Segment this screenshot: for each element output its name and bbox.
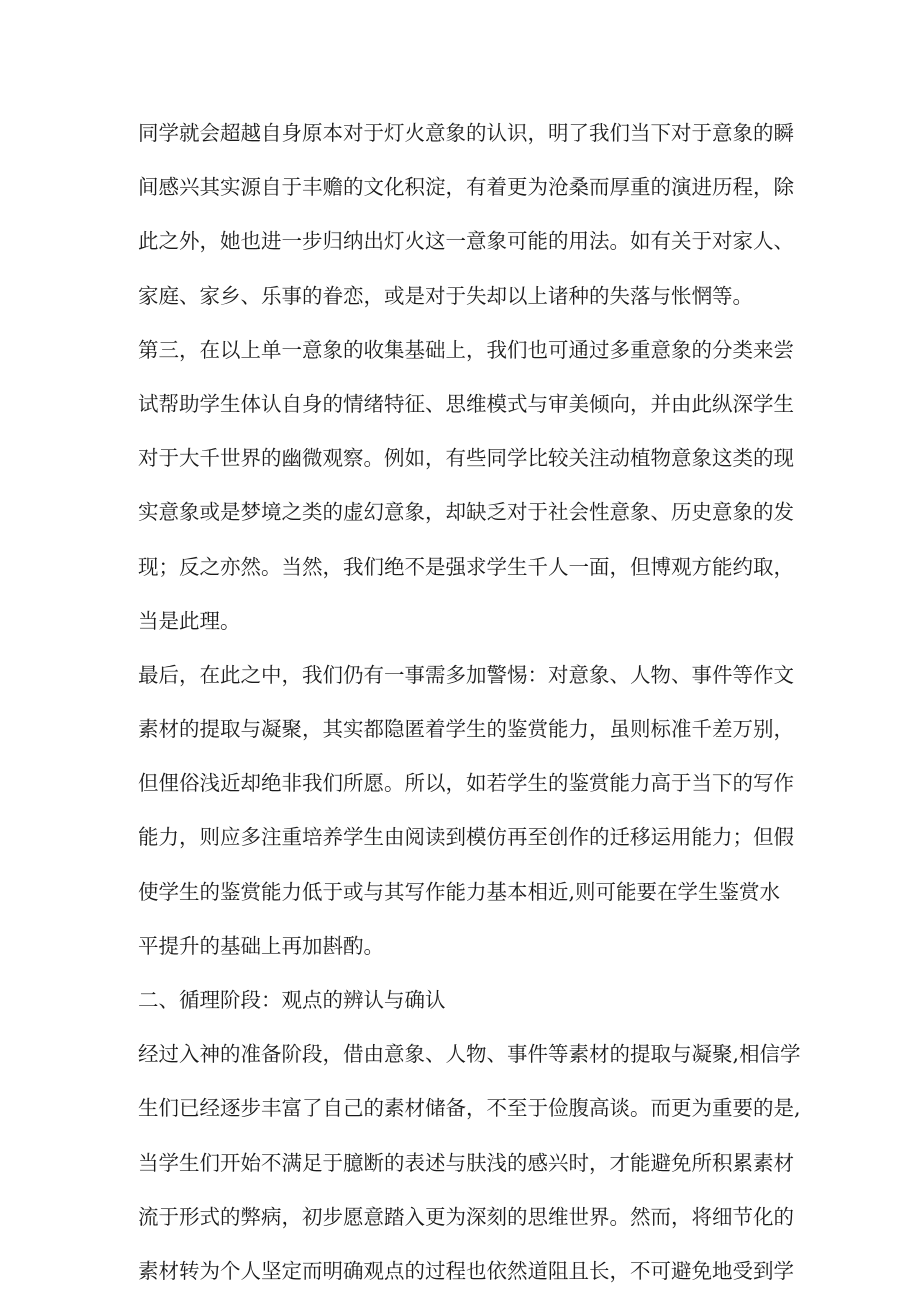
text-line: 同学就会超越自身原本对于灯火意象的认识，明了我们当下对于意象的瞬 [138, 121, 794, 145]
section-heading: 二、循理阶段：观点的辨认与确认 [138, 988, 446, 1012]
document-body [138, 106, 801, 1298]
text-line: 试帮助学生体认自身的情绪特征、思维模式与审美倾向，并由此纵深学生 [138, 391, 794, 416]
text-line: 对于大千世界的幽微观察。例如，有些同学比较关注动植物意象这类的现 [138, 446, 794, 471]
text-line: 但俚俗浅近却绝非我们所愿。所以，如若学生的鉴赏能力高于当下的写作 [138, 771, 794, 796]
text-line: 素材转为个人坚定而明确观点的过程也依然道阻且长，不可避免地受到学 [138, 1258, 794, 1283]
text-line: 当是此理。 [138, 608, 241, 633]
text-line: 使学生的鉴赏能力低于或与其写作能力基本相近,则可能要在学生鉴赏水 [138, 879, 781, 904]
text-line: 此之外，她也进一步归纳出灯火这一意象可能的用法。如有关于对家人、 [138, 229, 794, 254]
text-line: 流于形式的弊病，初步愿意踏入更为深刻的思维世界。然而，将细节化的 [138, 1204, 794, 1229]
text-line: 间感兴其实源自于丰赡的文化积淀，有着更为沧桑而厚重的演进历程，除 [138, 175, 794, 200]
text-line: 最后，在此之中，我们仍有一事需多加警惕：对意象、人物、事件等作文 [138, 662, 794, 687]
text-line: 平提升的基础上再加斟酌。 [138, 933, 384, 958]
text-line: 家庭、家乡、乐事的眷恋，或是对于失却以上诸种的失落与怅惘等。 [138, 283, 753, 308]
text-line: 实意象或是梦境之类的虚幻意象，却缺乏对于社会性意象、历史意象的发 [138, 500, 794, 525]
text-line: 能力，则应多注重培养学生由阅读到模仿再至创作的迁移运用能力；但假 [138, 825, 794, 850]
text-line: 经过入神的准备阶段，借由意象、人物、事件等素材的提取与凝聚,相信学 [138, 1042, 801, 1067]
text-line: 素材的提取与凝聚，其实都隐匿着学生的鉴赏能力，虽则标准千差万别， [138, 717, 794, 742]
text-line: 生们已经逐步丰富了自己的素材储备，不至于俭腹高谈。而更为重要的是, [138, 1096, 801, 1121]
text-line: 第三，在以上单一意象的收集基础上，我们也可通过多重意象的分类来尝 [138, 337, 794, 362]
text-line: 当学生们开始不满足于臆断的表述与肤浅的感兴时，才能避免所积累素材 [138, 1150, 794, 1175]
text-line: 现；反之亦然。当然，我们绝不是强求学生千人一面，但博观方能约取， [138, 554, 794, 579]
